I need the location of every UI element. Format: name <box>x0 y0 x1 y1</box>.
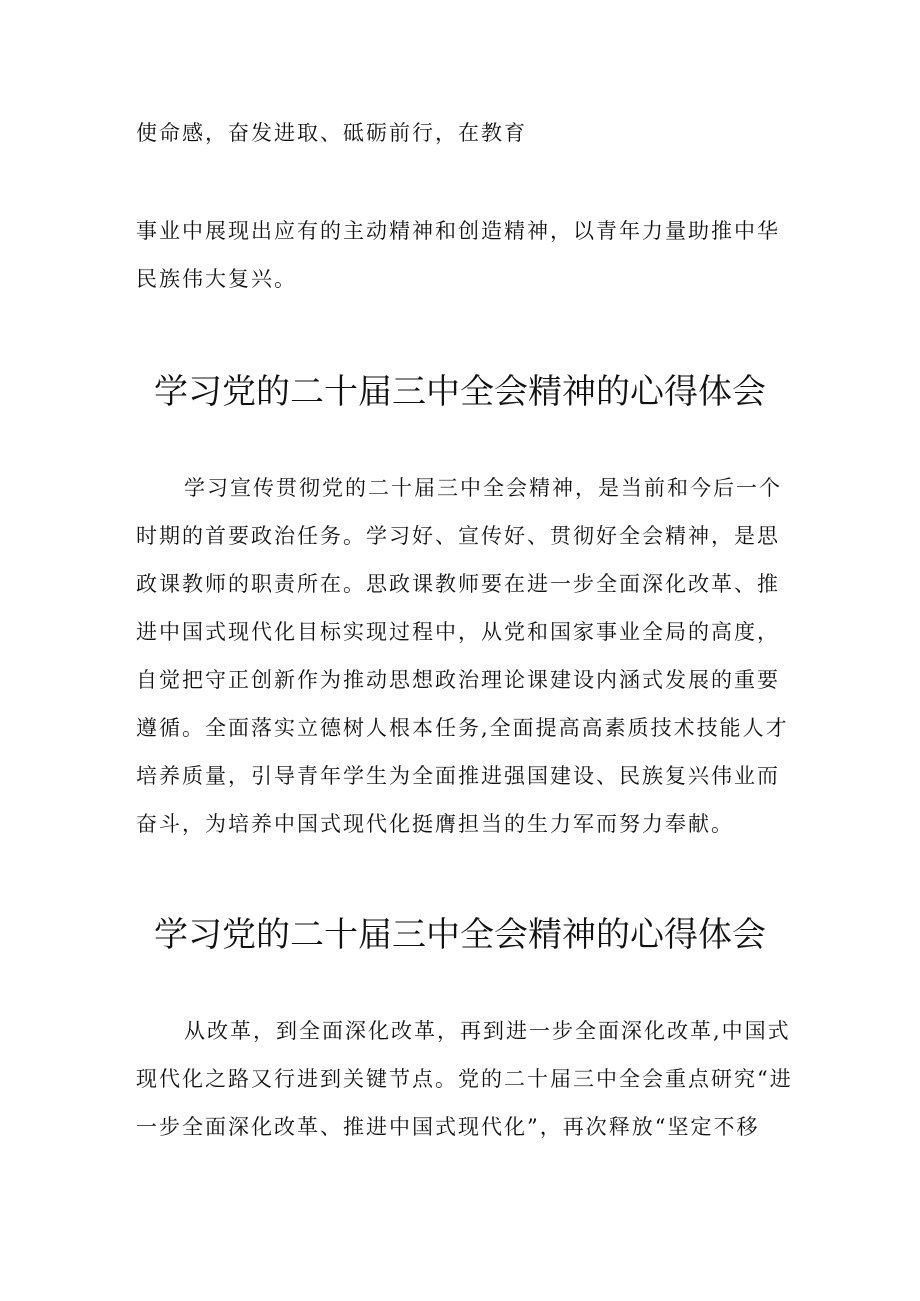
paragraph-line: 从改革，到全面深化改革，再到进一步全面深化改革,中国式 <box>184 1019 791 1043</box>
paragraph-line: 现代化之路又行进到关键节点。党的二十届三中全会重点研究“进 <box>136 1067 793 1091</box>
paragraph-line: 进中国式现代化目标实现过程中，从党和国家事业全局的高度， <box>136 620 780 644</box>
paragraph-line: 培养质量，引导青年学生为全面推进强国建设、民族复兴伟业而 <box>136 764 780 788</box>
paragraph-line: 政课教师的职责所在。思政课教师要在进一步全面深化改革、推 <box>136 572 780 596</box>
paragraph-line: 学习宣传贯彻党的二十届三中全会精神，是当前和今后一个 <box>184 476 782 500</box>
paragraph-line: 民族伟大复兴。 <box>136 267 297 291</box>
paragraph-line: 时期的首要政治任务。学习好、宣传好、贯彻好全会精神，是思 <box>136 524 780 548</box>
paragraph-line: 一步全面深化改革、推进中国式现代化”，再次释放“坚定不移 <box>136 1115 760 1139</box>
section-title: 学习党的二十届三中全会精神的心得体会 <box>154 372 766 412</box>
paragraph-line: 遵循。全面落实立德树人根本任务,全面提高高素质技术技能人才 <box>136 716 789 740</box>
paragraph-line: 使命感，奋发进取、砥砺前行，在教育 <box>136 121 527 145</box>
paragraph-line: 奋斗，为培养中国式现代化挺膺担当的生力军而努力奉献。 <box>136 812 734 836</box>
paragraph-line: 自觉把守正创新作为推动思想政治理论课建设内涵式发展的重要 <box>136 668 780 692</box>
paragraph-line: 事业中展现出应有的主动精神和创造精神，以青年力量助推中华 <box>136 219 780 243</box>
section-title: 学习党的二十届三中全会精神的心得体会 <box>154 915 766 955</box>
